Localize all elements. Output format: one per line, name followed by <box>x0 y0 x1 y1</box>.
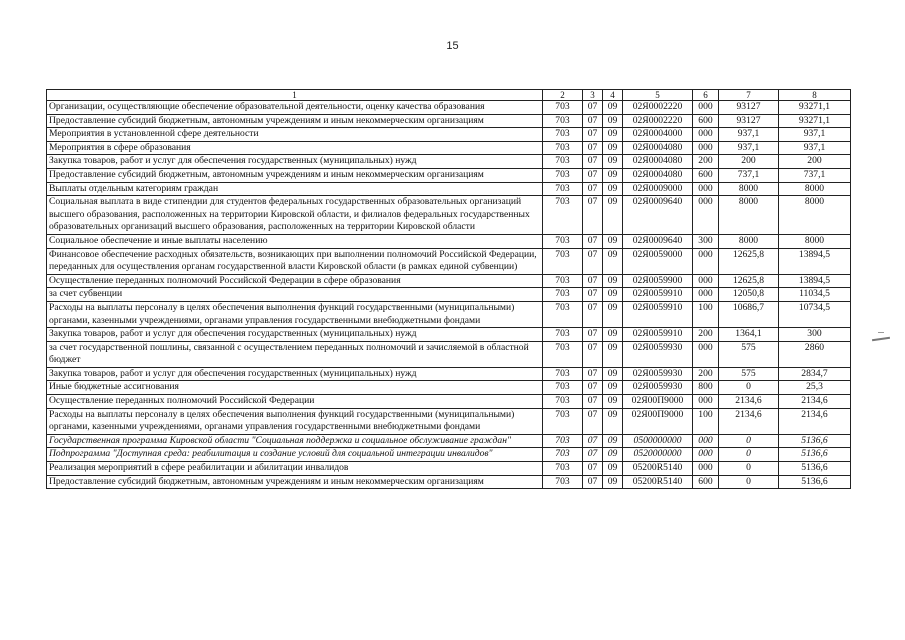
table-row <box>47 408 851 434</box>
row-value-cell: 02Я00П9000 <box>623 395 693 409</box>
row-value-cell: 2134,6 <box>719 395 779 409</box>
row-value-cell: 07 <box>583 141 603 155</box>
header-cell: 4 <box>603 90 623 101</box>
row-value-cell: 703 <box>543 141 583 155</box>
row-value-cell: 02Я0059910 <box>623 328 693 342</box>
row-value-cell: 07 <box>583 168 603 182</box>
row-value-cell: 5136,6 <box>779 462 851 476</box>
header-cell: 5 <box>623 90 693 101</box>
row-value-cell: 25,3 <box>779 381 851 395</box>
table-row <box>47 114 851 128</box>
row-name-cell: Закупка товаров, работ и услуг для обеспечения государственных (муниципальных) нужд <box>47 155 543 169</box>
row-value-cell: 07 <box>583 288 603 302</box>
row-value-cell: 09 <box>603 434 623 448</box>
row-value-cell: 703 <box>543 408 583 434</box>
row-value-cell: 13894,5 <box>779 274 851 288</box>
row-value-cell: 02Я0059900 <box>623 274 693 288</box>
row-value-cell: 09 <box>603 341 623 367</box>
table-row <box>47 475 851 489</box>
table-row <box>47 101 851 115</box>
row-value-cell: 703 <box>543 434 583 448</box>
row-value-cell: 000 <box>693 341 719 367</box>
row-value-cell: 05200R5140 <box>623 462 693 476</box>
row-name-cell: Предоставление субсидий бюджетным, автономным учреждениям и иным некоммерческим организациям <box>47 168 543 182</box>
row-value-cell: 02Я0002220 <box>623 114 693 128</box>
row-value-cell: 2834,7 <box>779 367 851 381</box>
row-name-cell: Расходы на выплаты персоналу в целях обеспечения выполнения функций государственными (муниципальными) органами, казенными учреждениями, органами управления государственными внебюджетными фондами <box>47 301 543 327</box>
row-value-cell: 703 <box>543 381 583 395</box>
row-value-cell: 200 <box>779 155 851 169</box>
row-value-cell: 800 <box>693 381 719 395</box>
table-row <box>47 155 851 169</box>
row-value-cell: 09 <box>603 328 623 342</box>
row-value-cell: 02Я0059910 <box>623 301 693 327</box>
row-value-cell: 737,1 <box>779 168 851 182</box>
row-value-cell: 703 <box>543 155 583 169</box>
row-value-cell: 0 <box>719 434 779 448</box>
row-value-cell: 703 <box>543 367 583 381</box>
header-cell: 7 <box>719 90 779 101</box>
table-row <box>47 274 851 288</box>
header-cell: 3 <box>583 90 603 101</box>
row-name-cell: Предоставление субсидий бюджетным, автономным учреждениям и иным некоммерческим организациям <box>47 475 543 489</box>
row-value-cell: 000 <box>693 141 719 155</box>
row-value-cell: 05200R5140 <box>623 475 693 489</box>
row-value-cell: 07 <box>583 274 603 288</box>
row-value-cell: 8000 <box>779 234 851 248</box>
row-value-cell: 12625,8 <box>719 248 779 274</box>
row-value-cell: 12050,8 <box>719 288 779 302</box>
row-value-cell: 100 <box>693 301 719 327</box>
row-value-cell: 737,1 <box>719 168 779 182</box>
row-value-cell: 13894,5 <box>779 248 851 274</box>
row-name-cell: Мероприятия в установленной сфере деятельности <box>47 128 543 142</box>
row-value-cell: 937,1 <box>719 141 779 155</box>
row-value-cell: 1364,1 <box>719 328 779 342</box>
row-value-cell: 575 <box>719 367 779 381</box>
row-value-cell: 02Я0009640 <box>623 234 693 248</box>
row-value-cell: 000 <box>693 288 719 302</box>
row-name-cell: Расходы на выплаты персоналу в целях обеспечения выполнения функций государственными (муниципальными) органами, казенными учреждениями, органами управления государственными внебюджетными фондами <box>47 408 543 434</box>
row-value-cell: 703 <box>543 114 583 128</box>
table-row <box>47 128 851 142</box>
row-value-cell: 09 <box>603 395 623 409</box>
row-value-cell: 000 <box>693 196 719 235</box>
row-value-cell: 0 <box>719 381 779 395</box>
row-name-cell: Реализация мероприятий в сфере реабилитации и абилитации инвалидов <box>47 462 543 476</box>
row-value-cell: 07 <box>583 448 603 462</box>
row-value-cell: 12625,8 <box>719 274 779 288</box>
row-value-cell: 02Я0059930 <box>623 381 693 395</box>
row-name-cell: Финансовое обеспечение расходных обязательств, возникающих при выполнении полномочий Российской Федерации, переданных для осуществления органам государственной власти Кировской области (в рамках единой субвенции) <box>47 248 543 274</box>
row-value-cell: 0500000000 <box>623 434 693 448</box>
row-value-cell: 2134,6 <box>779 395 851 409</box>
row-value-cell: 703 <box>543 182 583 196</box>
row-value-cell: 09 <box>603 248 623 274</box>
row-value-cell: 10686,7 <box>719 301 779 327</box>
row-value-cell: 02Я0004080 <box>623 168 693 182</box>
row-value-cell: 937,1 <box>779 141 851 155</box>
row-value-cell: 07 <box>583 328 603 342</box>
table-row <box>47 341 851 367</box>
row-value-cell: 02Я0009640 <box>623 196 693 235</box>
row-value-cell: 02Я0059930 <box>623 341 693 367</box>
table-row <box>47 367 851 381</box>
row-value-cell: 703 <box>543 288 583 302</box>
row-name-cell: Осуществление переданных полномочий Российской Федерации <box>47 395 543 409</box>
table-row <box>47 434 851 448</box>
row-value-cell: 0 <box>719 475 779 489</box>
row-value-cell: 575 <box>719 341 779 367</box>
budget-table <box>46 89 851 489</box>
table-row <box>47 196 851 235</box>
row-value-cell: 600 <box>693 168 719 182</box>
row-value-cell: 703 <box>543 328 583 342</box>
header-cell: 2 <box>543 90 583 101</box>
row-value-cell: 8000 <box>779 196 851 235</box>
row-value-cell: 000 <box>693 434 719 448</box>
row-value-cell: 200 <box>693 367 719 381</box>
table-row <box>47 381 851 395</box>
row-value-cell: 000 <box>693 462 719 476</box>
row-value-cell: 703 <box>543 462 583 476</box>
row-value-cell: 000 <box>693 248 719 274</box>
row-value-cell: 09 <box>603 234 623 248</box>
row-value-cell: 02Я0059000 <box>623 248 693 274</box>
row-value-cell: 0 <box>719 462 779 476</box>
row-value-cell: 07 <box>583 434 603 448</box>
row-value-cell: 703 <box>543 234 583 248</box>
row-value-cell: 93271,1 <box>779 101 851 115</box>
row-value-cell: 09 <box>603 141 623 155</box>
table-row <box>47 301 851 327</box>
row-name-cell: Государственная программа Кировской области "Социальная поддержка и социальное обслуживание граждан" <box>47 434 543 448</box>
row-value-cell: 300 <box>693 234 719 248</box>
header-cell: 6 <box>693 90 719 101</box>
row-value-cell: 703 <box>543 248 583 274</box>
row-value-cell: 10734,5 <box>779 301 851 327</box>
row-value-cell: 09 <box>603 381 623 395</box>
row-value-cell: 000 <box>693 448 719 462</box>
header-cell: 1 <box>47 90 543 101</box>
row-value-cell: 09 <box>603 114 623 128</box>
row-name-cell: Социальная выплата в виде стипендии для студентов федеральных государственных образовательных организаций высшего образования, расположенных на территории Кировской области, и филиалов федеральных государственных образовательных организаций высшего образования, расположенных на территории Кировской области <box>47 196 543 235</box>
row-value-cell: 09 <box>603 367 623 381</box>
row-value-cell: 09 <box>603 155 623 169</box>
row-value-cell: 09 <box>603 196 623 235</box>
scan-artifact <box>872 337 890 341</box>
table-row <box>47 141 851 155</box>
row-value-cell: 703 <box>543 395 583 409</box>
row-name-cell: Закупка товаров, работ и услуг для обеспечения государственных (муниципальных) нужд <box>47 328 543 342</box>
row-name-cell: за счет государственной пошлины, связанной с осуществлением переданных полномочий и зачисляемой в областной бюджет <box>47 341 543 367</box>
row-value-cell: 300 <box>779 328 851 342</box>
row-value-cell: 02Я0004080 <box>623 141 693 155</box>
row-value-cell: 07 <box>583 341 603 367</box>
page-number: 15 <box>446 40 459 52</box>
row-value-cell: 07 <box>583 196 603 235</box>
row-name-cell: Иные бюджетные ассигнования <box>47 381 543 395</box>
row-value-cell: 07 <box>583 367 603 381</box>
row-name-cell: Предоставление субсидий бюджетным, автономным учреждениям и иным некоммерческим организациям <box>47 114 543 128</box>
row-value-cell: 2134,6 <box>719 408 779 434</box>
table-row <box>47 462 851 476</box>
row-value-cell: 07 <box>583 128 603 142</box>
row-value-cell: 11034,5 <box>779 288 851 302</box>
row-value-cell: 000 <box>693 101 719 115</box>
row-value-cell: 09 <box>603 448 623 462</box>
row-value-cell: 200 <box>719 155 779 169</box>
row-value-cell: 07 <box>583 475 603 489</box>
row-value-cell: 8000 <box>719 196 779 235</box>
row-value-cell: 000 <box>693 128 719 142</box>
row-value-cell: 5136,6 <box>779 434 851 448</box>
table-row <box>47 248 851 274</box>
row-value-cell: 07 <box>583 182 603 196</box>
row-value-cell: 5136,6 <box>779 448 851 462</box>
row-name-cell: Мероприятия в сфере образования <box>47 141 543 155</box>
row-value-cell: 07 <box>583 408 603 434</box>
table-row <box>47 395 851 409</box>
row-name-cell: Подпрограмма "Доступная среда: реабилитация и создание условий для социальной интеграции инвалидов" <box>47 448 543 462</box>
table-row <box>47 234 851 248</box>
row-value-cell: 07 <box>583 248 603 274</box>
row-value-cell: 09 <box>603 288 623 302</box>
row-value-cell: 07 <box>583 101 603 115</box>
row-value-cell: 02Я0004000 <box>623 128 693 142</box>
row-value-cell: 09 <box>603 168 623 182</box>
row-value-cell: 2134,6 <box>779 408 851 434</box>
table-row <box>47 168 851 182</box>
row-value-cell: 703 <box>543 101 583 115</box>
row-value-cell: 93127 <box>719 101 779 115</box>
row-value-cell: 07 <box>583 114 603 128</box>
row-name-cell: Выплаты отдельным категориям граждан <box>47 182 543 196</box>
row-value-cell: 200 <box>693 328 719 342</box>
row-name-cell: Социальное обеспечение и иные выплаты населению <box>47 234 543 248</box>
row-value-cell: 703 <box>543 274 583 288</box>
row-value-cell: 703 <box>543 168 583 182</box>
row-value-cell: 703 <box>543 196 583 235</box>
row-value-cell: 8000 <box>719 182 779 196</box>
table-header-row <box>47 90 851 101</box>
row-value-cell: 02Я00П9000 <box>623 408 693 434</box>
row-value-cell: 02Я0004080 <box>623 155 693 169</box>
row-value-cell: 09 <box>603 182 623 196</box>
row-value-cell: 8000 <box>779 182 851 196</box>
row-value-cell: 07 <box>583 155 603 169</box>
table-row <box>47 448 851 462</box>
row-value-cell: 8000 <box>719 234 779 248</box>
row-name-cell: Закупка товаров, работ и услуг для обеспечения государственных (муниципальных) нужд <box>47 367 543 381</box>
table-row <box>47 182 851 196</box>
row-value-cell: 07 <box>583 301 603 327</box>
table-row <box>47 328 851 342</box>
row-value-cell: 000 <box>693 274 719 288</box>
row-value-cell: 09 <box>603 408 623 434</box>
row-value-cell: 703 <box>543 301 583 327</box>
row-value-cell: 07 <box>583 395 603 409</box>
row-name-cell: Организации, осуществляющие обеспечение образовательной деятельности, оценку качества образования <box>47 101 543 115</box>
row-value-cell: 937,1 <box>719 128 779 142</box>
row-value-cell: 600 <box>693 114 719 128</box>
row-name-cell: Осуществление переданных полномочий Российской Федерации в сфере образования <box>47 274 543 288</box>
row-value-cell: 937,1 <box>779 128 851 142</box>
row-value-cell: 09 <box>603 462 623 476</box>
row-value-cell: 5136,6 <box>779 475 851 489</box>
table-body <box>47 101 851 489</box>
row-value-cell: 09 <box>603 475 623 489</box>
header-cell: 8 <box>779 90 851 101</box>
scan-artifact <box>878 332 884 333</box>
row-value-cell: 02Я0009000 <box>623 182 693 196</box>
row-value-cell: 09 <box>603 274 623 288</box>
row-value-cell: 09 <box>603 301 623 327</box>
row-name-cell: за счет субвенции <box>47 288 543 302</box>
row-value-cell: 703 <box>543 448 583 462</box>
row-value-cell: 0520000000 <box>623 448 693 462</box>
row-value-cell: 02Я0002220 <box>623 101 693 115</box>
row-value-cell: 200 <box>693 155 719 169</box>
row-value-cell: 703 <box>543 475 583 489</box>
row-value-cell: 07 <box>583 234 603 248</box>
row-value-cell: 600 <box>693 475 719 489</box>
row-value-cell: 07 <box>583 462 603 476</box>
row-value-cell: 000 <box>693 395 719 409</box>
row-value-cell: 703 <box>543 341 583 367</box>
row-value-cell: 02Я0059910 <box>623 288 693 302</box>
row-value-cell: 09 <box>603 128 623 142</box>
row-value-cell: 09 <box>603 101 623 115</box>
row-value-cell: 07 <box>583 381 603 395</box>
table-row <box>47 288 851 302</box>
row-value-cell: 000 <box>693 182 719 196</box>
row-value-cell: 93271,1 <box>779 114 851 128</box>
row-value-cell: 02Я0059930 <box>623 367 693 381</box>
row-value-cell: 703 <box>543 128 583 142</box>
row-value-cell: 0 <box>719 448 779 462</box>
row-value-cell: 93127 <box>719 114 779 128</box>
row-value-cell: 100 <box>693 408 719 434</box>
row-value-cell: 2860 <box>779 341 851 367</box>
